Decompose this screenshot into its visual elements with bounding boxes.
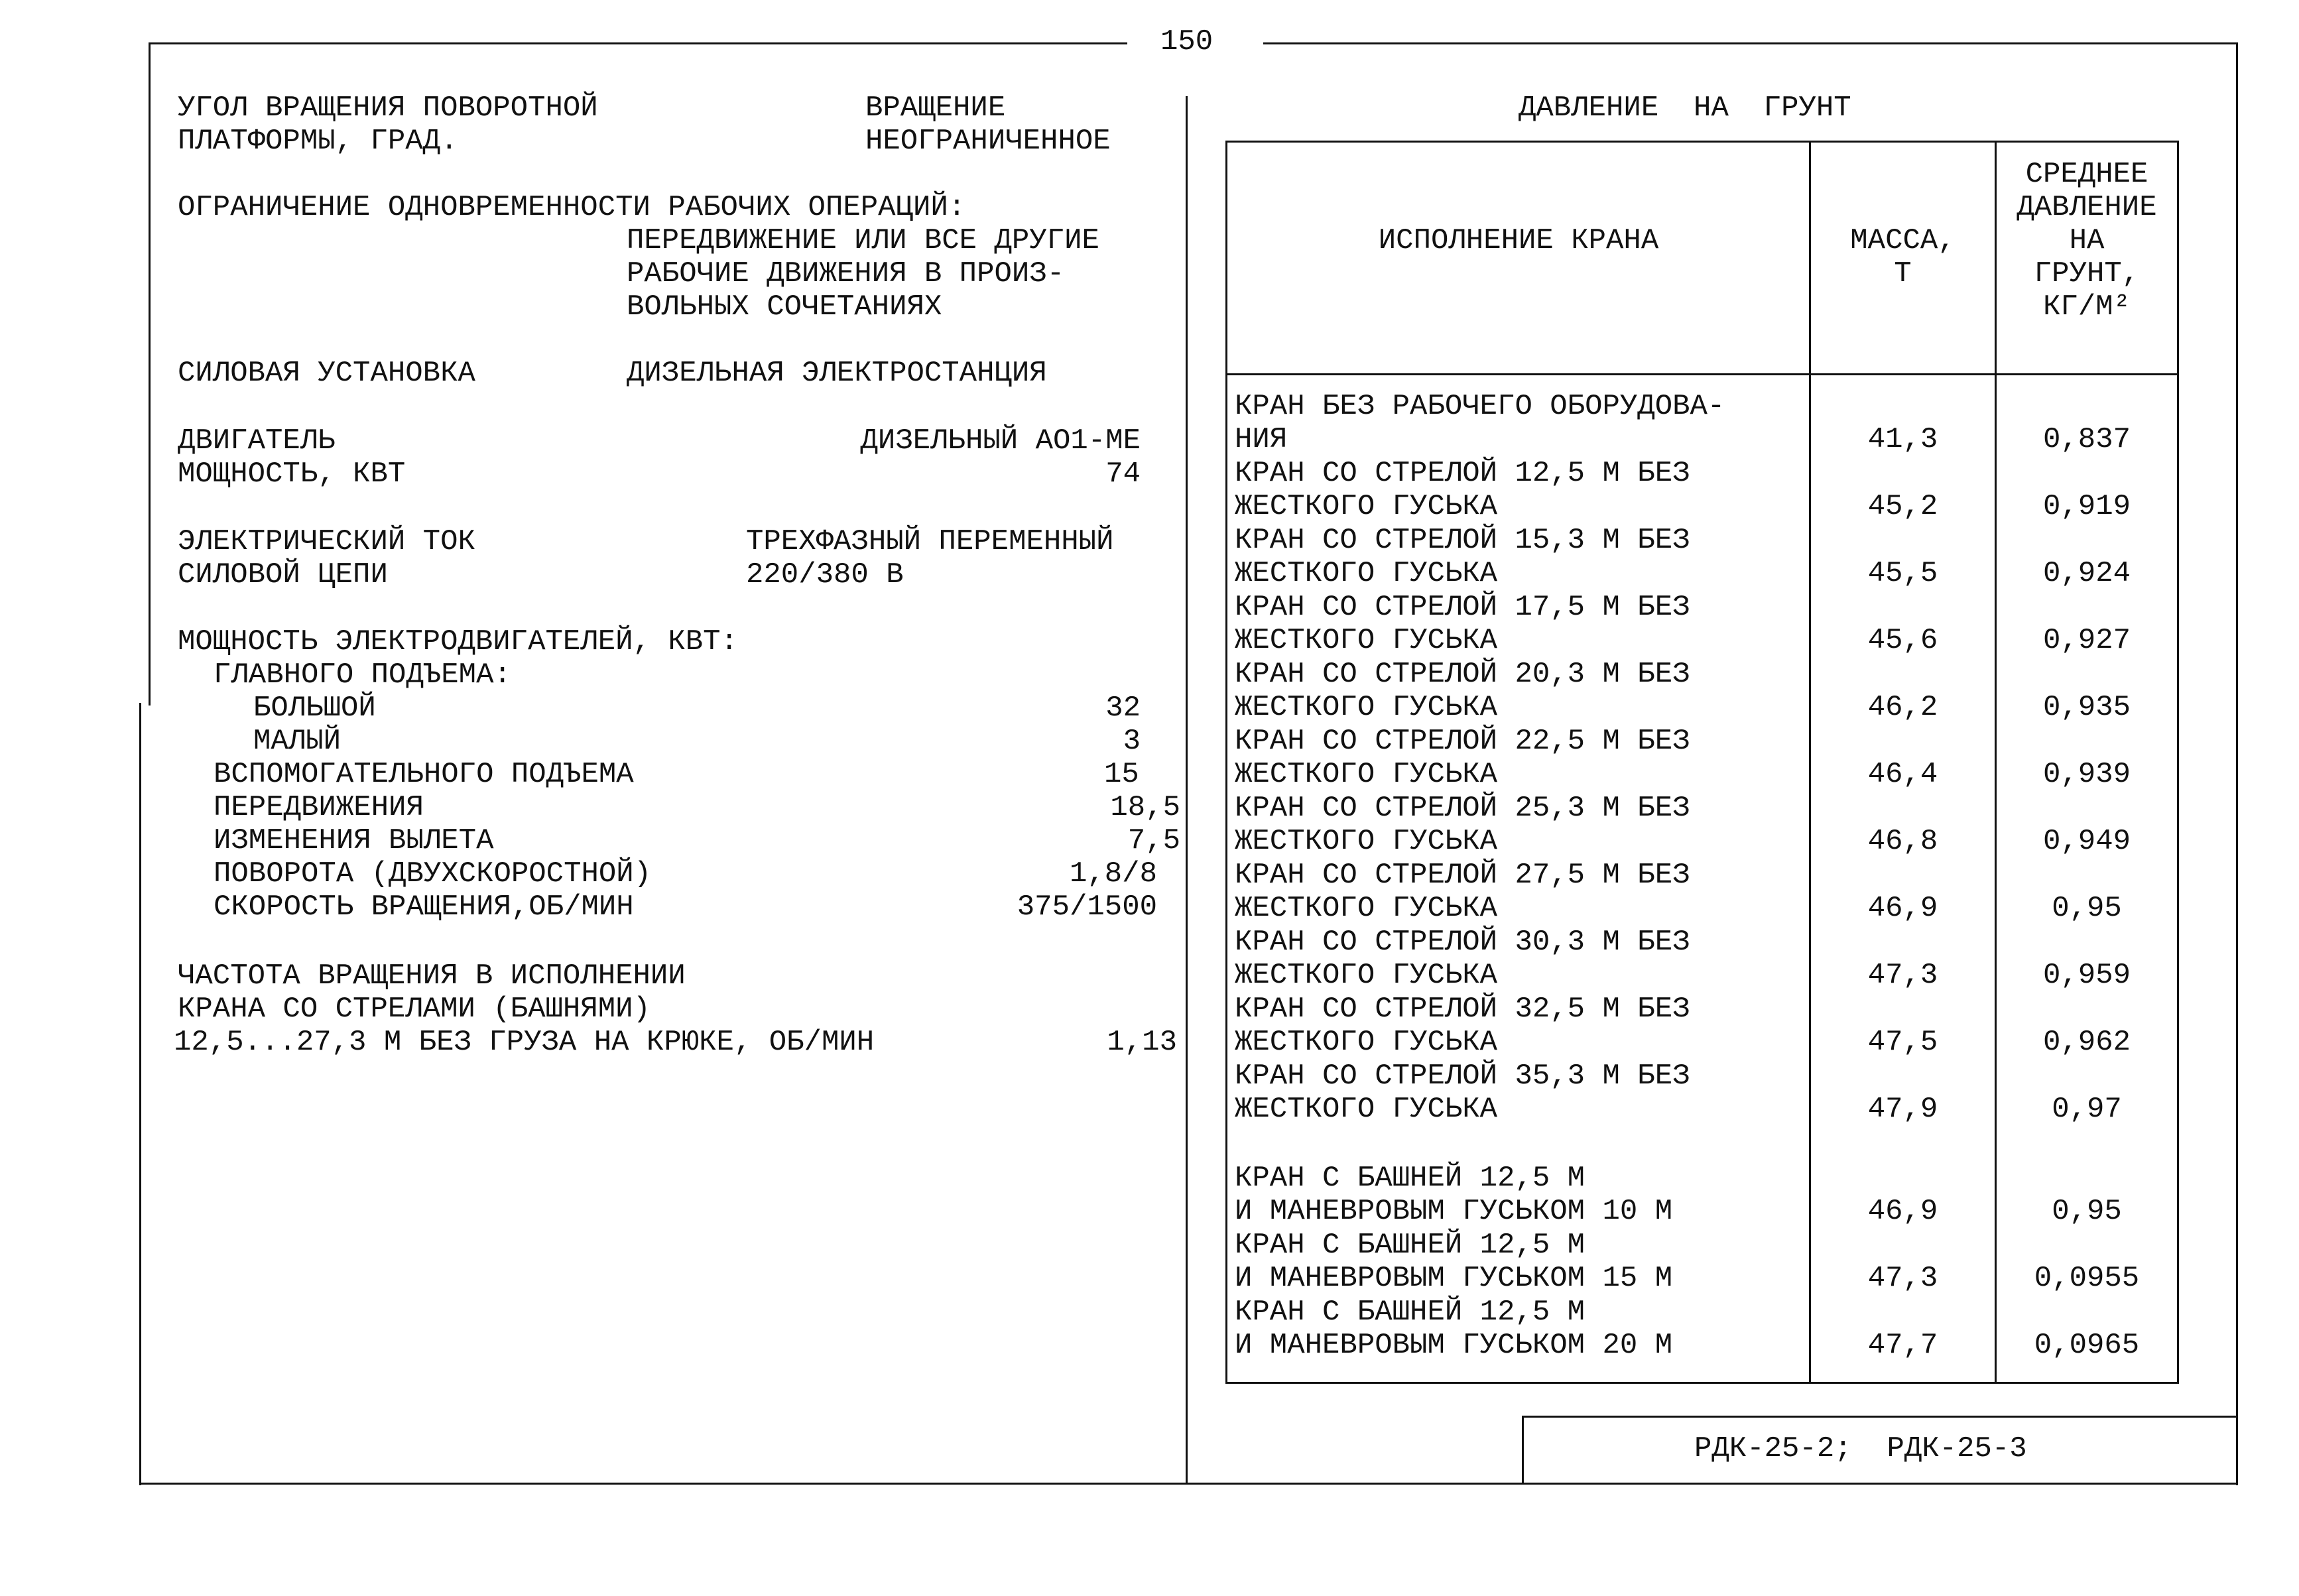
rotation-value-1: ВРАЩЕНИЕ [865,92,1006,125]
engine-value: ДИЗЕЛЬНЫЙ АО1-МЕ [860,424,1141,458]
stamp-label: РДК-25-2; РДК-25-3 [1694,1432,2027,1465]
row-name-line-1: КРАН СО СТРЕЛОЙ 20,3 М БЕЗ [1235,658,1690,691]
tower-row-name-line-2: И МАНЕВРОВЫМ ГУСЬКОМ 15 М [1235,1262,1673,1295]
stamp-left-line [1522,1416,1524,1485]
row-pressure: 0,97 [2052,1093,2122,1126]
row-pressure: 0,924 [2042,557,2131,590]
row-pressure: 0,837 [2042,423,2131,456]
header-pressure-3: НА [2069,224,2105,257]
tower-row-name-line-1: КРАН С БАШНЕЙ 12,5 М [1235,1162,1585,1195]
row-pressure: 0,935 [2042,691,2131,724]
engine-power-value: 74 [1105,458,1141,491]
row-name-line-2: ЖЕСТКОГО ГУСЬКА [1235,557,1498,590]
row-name-line-2: ЖЕСТКОГО ГУСЬКА [1235,490,1498,523]
header-mass-2: Т [1894,257,1912,290]
row-name-line-1: КРАН СО СТРЕЛОЙ 30,3 М БЕЗ [1235,926,1690,959]
motor-big-label: БОЛЬШОЙ [253,692,376,725]
row-name-line-1: КРАН СО СТРЕЛОЙ 22,5 М БЕЗ [1235,725,1690,758]
motor-travel-label: ПЕРЕДВИЖЕНИЯ [214,791,424,824]
header-mass-1: МАССА, [1850,224,1956,257]
motor-big-value: 32 [1105,692,1141,725]
row-name-line-1: КРАН СО СТРЕЛОЙ 17,5 М БЕЗ [1235,591,1690,624]
row-mass: 47,5 [1867,1026,1938,1059]
rotation-label-2: ПЛАТФОРМЫ, ГРАД. [178,125,458,158]
frame-left-bottom [139,703,141,1485]
motors-label: МОЩНОСТЬ ЭЛЕКТРОДВИГАТЕЛЕЙ, КВТ: [178,625,738,658]
limit-value-1: ПЕРЕДВИЖЕНИЕ ИЛИ ВСЕ ДРУГИЕ [627,224,1099,257]
header-version: ИСПОЛНЕНИЕ КРАНА [1378,224,1659,257]
row-name-line-1: КРАН СО СТРЕЛОЙ 35,3 М БЕЗ [1235,1060,1690,1093]
header-pressure-5: КГ/М² [2042,290,2131,324]
motor-speed-value: 375/1500 [1017,890,1157,924]
row-name-line-1: КРАН СО СТРЕЛОЙ 25,3 М БЕЗ [1235,792,1690,825]
row-mass: 41,3 [1867,423,1938,456]
row-name-line-2: ЖЕСТКОГО ГУСЬКА [1235,1026,1498,1059]
row-mass: 46,4 [1867,758,1938,791]
frame-left-top [149,42,151,706]
row-mass: 45,2 [1867,490,1938,523]
motor-aux-value: 15 [1104,758,1139,791]
row-pressure: 0,927 [2042,624,2131,657]
row-mass: 45,6 [1867,624,1938,657]
motor-turn-label: ПОВОРОТА (ДВУХСКОРОСТНОЙ) [214,857,652,890]
row-name-line-1: КРАН СО СТРЕЛОЙ 15,3 М БЕЗ [1235,524,1690,557]
header-pressure-1: СРЕДНЕЕ [2025,158,2148,191]
row-mass: 47,3 [1867,959,1938,992]
tower-row-name-line-1: КРАН С БАШНЕЙ 12,5 М [1235,1296,1585,1329]
limit-label: ОГРАНИЧЕНИЕ ОДНОВРЕМЕННОСТИ РАБОЧИХ ОПЕРАЦИЙ: [178,191,966,224]
row-name-line-1: КРАН СО СТРЕЛОЙ 27,5 М БЕЗ [1235,859,1690,892]
row-name-line-2: ЖЕСТКОГО ГУСЬКА [1235,892,1498,925]
stamp-top-line [1522,1416,2238,1418]
tower-row-pressure: 0,95 [2052,1195,2122,1228]
row-name-line-1: КРАН СО СТРЕЛОЙ 32,5 М БЕЗ [1235,993,1690,1026]
tower-row-name-line-2: И МАНЕВРОВЫМ ГУСЬКОМ 10 М [1235,1195,1673,1228]
motor-travel-value: 18,5 [1110,791,1180,824]
engine-label: ДВИГАТЕЛЬ [178,424,336,458]
freq-label-2: КРАНА СО СТРЕЛАМИ (БАШНЯМИ) [178,993,651,1026]
tower-row-mass: 47,7 [1867,1329,1938,1362]
motor-small-value: 3 [1123,725,1141,758]
top-rule-left [149,42,1127,44]
current-label-2: СИЛОВОЙ ЦЕПИ [178,558,388,591]
motor-reach-label: ИЗМЕНЕНИЯ ВЫЛЕТА [214,824,494,857]
rotation-label-1: УГОЛ ВРАЩЕНИЯ ПОВОРОТНОЙ [178,92,598,125]
motor-aux-label: ВСПОМОГАТЕЛЬНОГО ПОДЪЕМА [214,758,634,791]
header-pressure-4: ГРУНТ, [2034,257,2140,290]
frame-right [2236,42,2238,1485]
tower-row-pressure: 0,0955 [2034,1262,2140,1295]
tower-row-mass: 46,9 [1867,1195,1938,1228]
row-name-line-1: КРАН БЕЗ РАБОЧЕГО ОБОРУДОВА- [1235,390,1725,423]
engine-power-label: МОЩНОСТЬ, КВТ [178,458,406,491]
row-mass: 47,9 [1867,1093,1938,1126]
tower-row-mass: 47,3 [1867,1262,1938,1295]
column-divider [1186,96,1188,1485]
frame-bottom [139,1483,2238,1485]
row-mass: 46,2 [1867,691,1938,724]
row-name-line-2: ЖЕСТКОГО ГУСЬКА [1235,1093,1498,1126]
freq-label-3: 12,5...27,3 М БЕЗ ГРУЗА НА КРЮКЕ, ОБ/МИН [174,1026,875,1059]
limit-value-3: ВОЛЬНЫХ СОЧЕТАНИЯХ [627,290,942,324]
tower-row-name-line-2: И МАНЕВРОВЫМ ГУСЬКОМ 20 М [1235,1329,1673,1362]
motor-turn-value: 1,8/8 [1069,857,1157,890]
row-pressure: 0,949 [2042,825,2131,858]
row-pressure: 0,939 [2042,758,2131,791]
row-mass: 45,5 [1867,557,1938,590]
rotation-value-2: НЕОГРАНИЧЕННОЕ [865,125,1111,158]
row-pressure: 0,95 [2052,892,2122,925]
row-name-line-2: ЖЕСТКОГО ГУСЬКА [1235,691,1498,724]
row-name-line-2: ЖЕСТКОГО ГУСЬКА [1235,959,1498,992]
motor-small-label: МАЛЫЙ [253,725,342,758]
freq-label-1: ЧАСТОТА ВРАЩЕНИЯ В ИСПОЛНЕНИИ [178,959,686,993]
row-pressure: 0,962 [2042,1026,2131,1059]
row-name-line-2: ЖЕСТКОГО ГУСЬКА [1235,825,1498,858]
row-pressure: 0,919 [2042,490,2131,523]
tower-row-name-line-1: КРАН С БАШНЕЙ 12,5 М [1235,1229,1585,1262]
row-mass: 46,8 [1867,825,1938,858]
top-rule-right [1263,42,2238,44]
motor-reach-value: 7,5 [1127,824,1180,857]
limit-value-2: РАБОЧИЕ ДВИЖЕНИЯ В ПРОИЗ- [627,257,1065,290]
page-number: 150 [1160,25,1213,58]
row-pressure: 0,959 [2042,959,2131,992]
freq-value: 1,13 [1107,1026,1177,1059]
current-value-1: ТРЕХФАЗНЫЙ ПЕРЕМЕННЫЙ [746,525,1114,558]
tower-row-pressure: 0,0965 [2034,1329,2140,1362]
motor-speed-label: СКОРОСТЬ ВРАЩЕНИЯ,ОБ/МИН [214,890,634,924]
main-lift-label: ГЛАВНОГО ПОДЪЕМА: [214,658,511,692]
row-name-line-2: ЖЕСТКОГО ГУСЬКА [1235,758,1498,791]
row-mass: 46,9 [1867,892,1938,925]
power-unit-label: СИЛОВАЯ УСТАНОВКА [178,357,475,390]
row-name-line-2: ЖЕСТКОГО ГУСЬКА [1235,624,1498,657]
current-label-1: ЭЛЕКТРИЧЕСКИЙ ТОК [178,525,475,558]
row-name-line-2: НИЯ [1235,423,1288,456]
table-header-line [1225,373,2179,375]
row-name-line-1: КРАН СО СТРЕЛОЙ 12,5 М БЕЗ [1235,457,1690,490]
current-value-2: 220/380 В [746,558,904,591]
header-pressure-2: ДАВЛЕНИЕ [2017,191,2157,224]
table-title: ДАВЛЕНИЕ НА ГРУНТ [1519,92,1851,125]
power-unit-value: ДИЗЕЛЬНАЯ ЭЛЕКТРОСТАНЦИЯ [627,357,1047,390]
